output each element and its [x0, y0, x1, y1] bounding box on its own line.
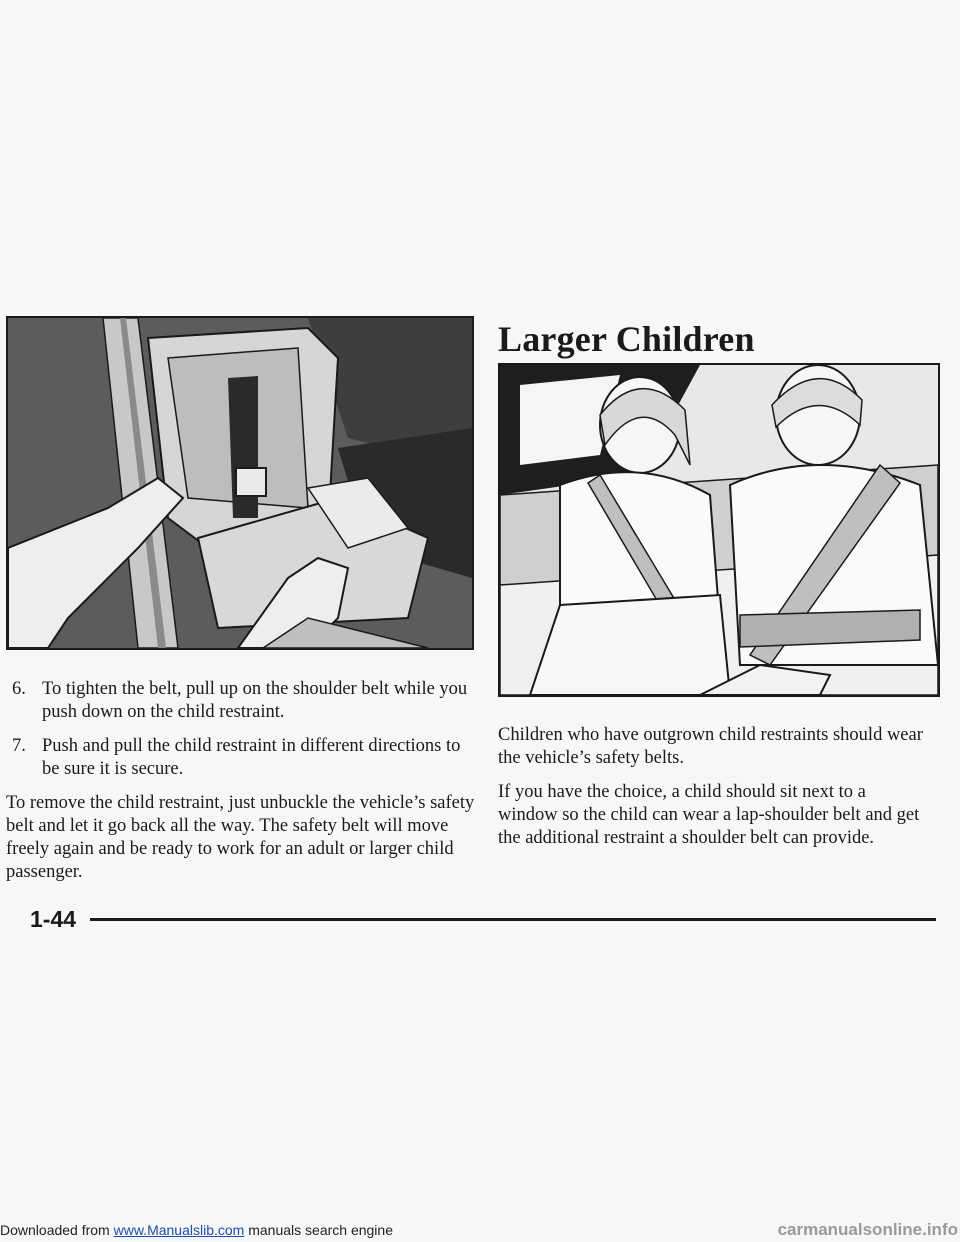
child-restraint-illustration: [6, 316, 474, 650]
step-number: 6.: [12, 679, 26, 699]
footer-suffix: manuals search engine: [244, 1222, 393, 1238]
larger-children-drawing: [500, 365, 938, 695]
watermark-text: carmanualsonline.info: [777, 1220, 958, 1239]
child-restraint-drawing: [8, 318, 472, 648]
step-number: 7.: [12, 736, 26, 756]
left-column-text: [6, 678, 476, 895]
step-text: Push and pull the child restraint in different directions to be sure it is secure.: [42, 736, 461, 779]
step-item: [6, 678, 476, 724]
manualslib-link[interactable]: www.Manualslib.com: [113, 1222, 245, 1238]
page-rule: [90, 918, 936, 921]
footer-prefix: Downloaded from: [0, 1222, 114, 1238]
body-paragraph: Children who have outgrown child restraints should wear the vehicle’s safety belts.: [498, 725, 923, 768]
body-paragraph: If you have the choice, a child should sit next to a window so the child can wear a lap-shoulder belt and get the additional restraint a shoulder belt can provide.: [498, 782, 920, 848]
larger-children-illustration: [498, 363, 940, 697]
body-paragraph: To remove the child restraint, just unbuckle the vehicle’s safety belt and let it go back all the way. The safety belt will move freely again and be ready to work for an adult or larger child passenger.: [6, 793, 475, 882]
step-item: [6, 735, 476, 781]
page-number: 1-44: [30, 906, 77, 932]
download-footer: [0, 1222, 393, 1238]
steps-list: [6, 678, 476, 781]
section-heading: Larger Children: [498, 319, 755, 359]
right-column-text: [498, 724, 928, 861]
step-text: To tighten the belt, pull up on the shoulder belt while you push down on the child restraint.: [42, 679, 468, 722]
